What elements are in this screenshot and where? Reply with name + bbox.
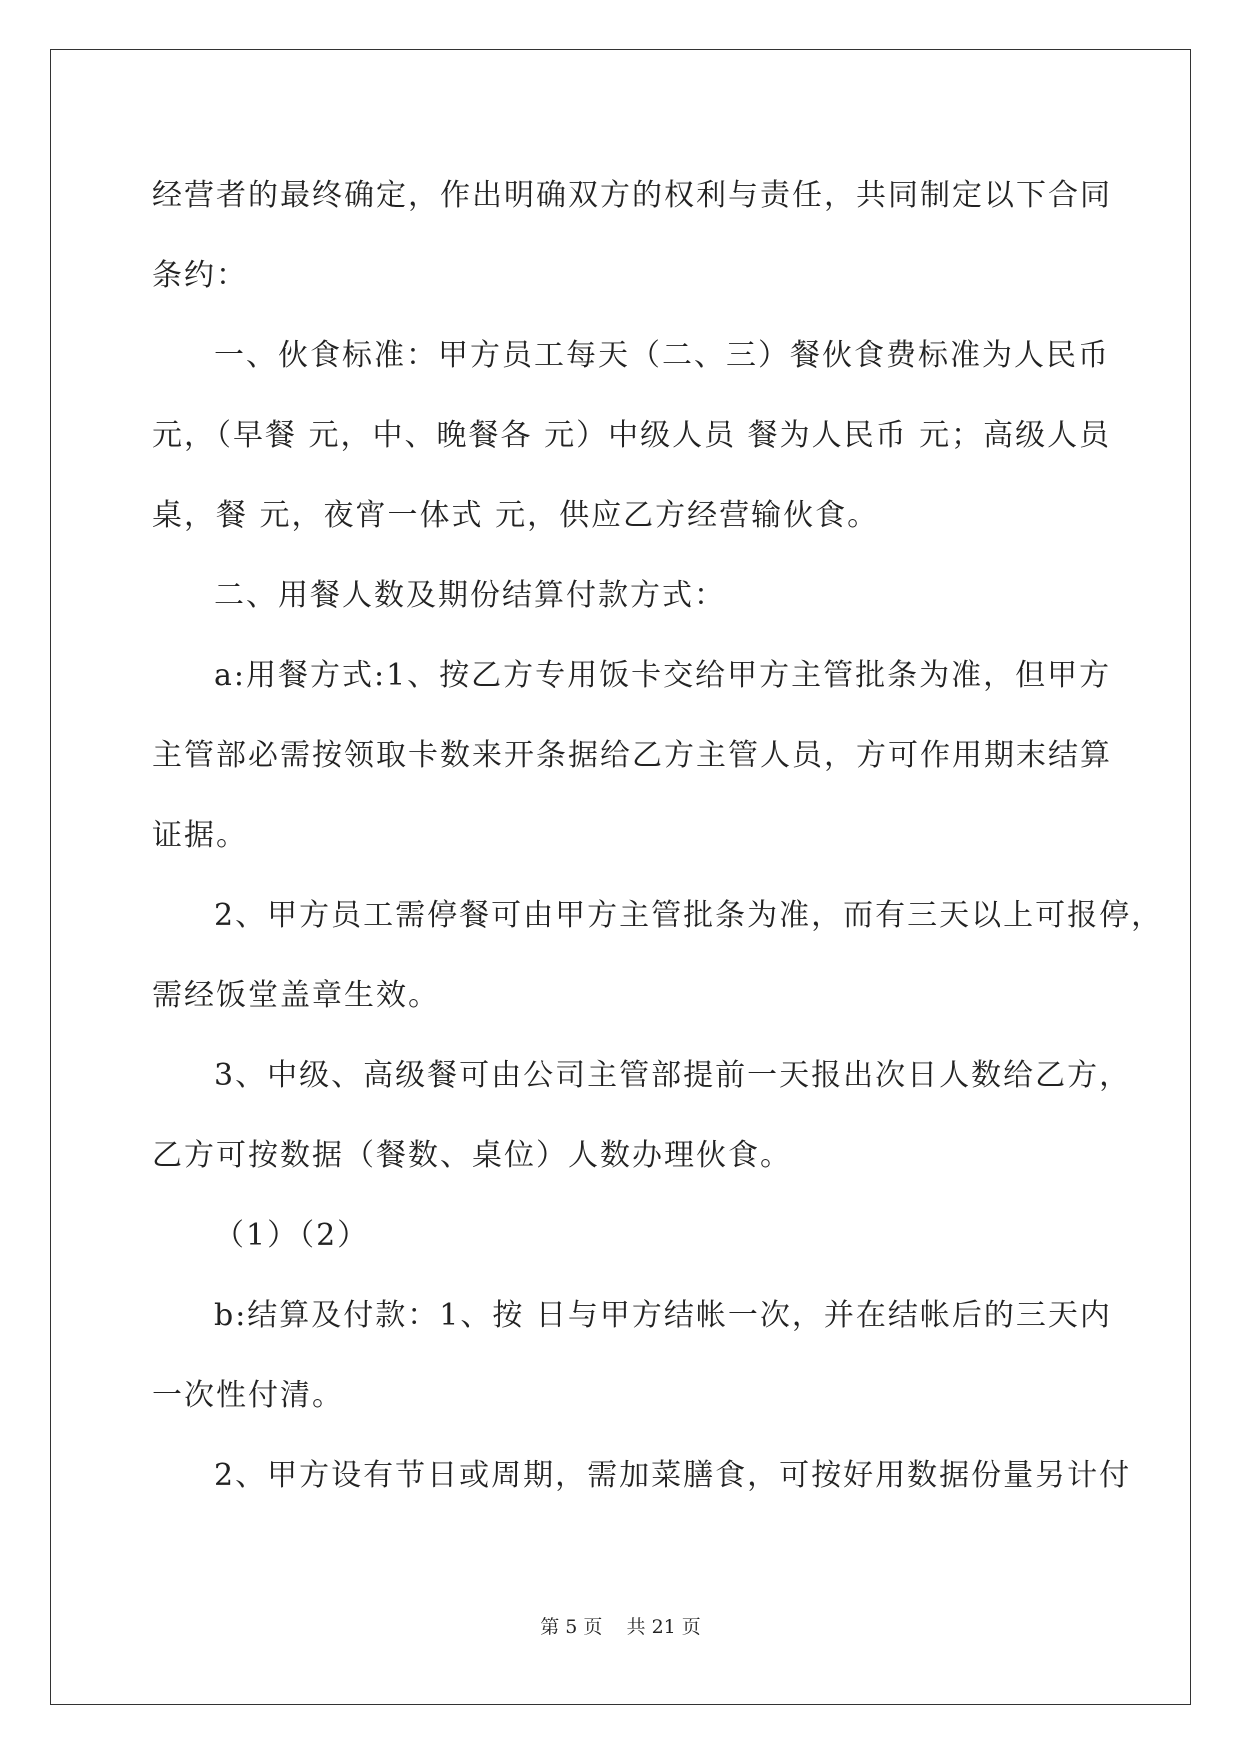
text-line: 经营者的最终确定，作出明确双方的权利与责任，共同制定以下合同 — [152, 178, 1112, 213]
text-line: 2、甲方员工需停餐可由甲方主管批条为准，而有三天以上可报停， — [214, 898, 1164, 933]
text-line: b:结算及付款：1、按 日与甲方结帐一次，并在结帐后的三天内 — [214, 1298, 1112, 1333]
text-line: 主管部必需按领取卡数来开条据给乙方主管人员，方可作用期末结算 — [152, 738, 1112, 773]
document-body — [152, 156, 1164, 1516]
text-line: 乙方可按数据（餐数、桌位）人数办理伙食。 — [152, 1138, 792, 1173]
text-line: 2、甲方设有节日或周期，需加菜膳食，可按好用数据份量另计付 — [214, 1458, 1132, 1493]
text-line: 一次性付清。 — [152, 1378, 344, 1413]
text-line: 元，（早餐 元，中、晚餐各 元）中级人员 餐为人民币 元；高级人员 — [152, 418, 1112, 453]
text-line: 证据。 — [152, 818, 248, 853]
page-footer — [0, 1612, 1241, 1639]
text-line: 桌，餐 元，夜宵一体式 元，供应乙方经营输伙食。 — [152, 498, 880, 533]
page-number: 第 5 页 共 21 页 — [540, 1616, 701, 1638]
text-line: 条约： — [152, 258, 248, 293]
text-line: （1）（2） — [214, 1218, 370, 1253]
text-line: 二、用餐人数及期份结算付款方式： — [214, 578, 726, 613]
text-line: 需经饭堂盖章生效。 — [152, 978, 440, 1013]
text-line: 3、中级、高级餐可由公司主管部提前一天报出次日人数给乙方， — [214, 1058, 1132, 1093]
text-line: 一、伙食标准：甲方员工每天（二、三）餐伙食费标准为人民币 — [214, 338, 1110, 373]
text-line: a:用餐方式:1、按乙方专用饭卡交给甲方主管批条为准，但甲方 — [214, 658, 1112, 693]
